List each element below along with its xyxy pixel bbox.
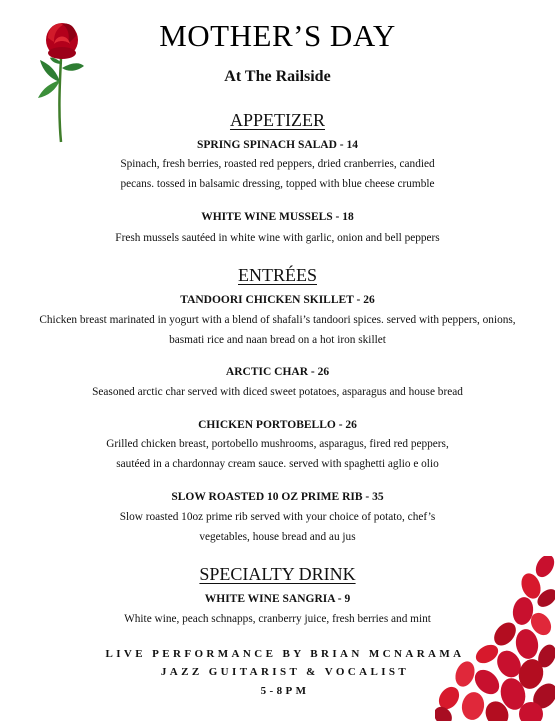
menu-item-description: Spinach, fresh berries, roasted red peppers, dried cranberries, candied pecans. tossed in balsamic dressing, topped with blue cheese crumble <box>120 158 435 190</box>
menu-item-description: White wine, peach schnapps, cranberry juice, fresh berries and mint <box>124 613 431 625</box>
menu-item-name: TANDOORI CHICKEN SKILLET - 26 <box>180 294 375 306</box>
performer-description: JAZZ GUITARIST & VOCALIST <box>160 666 410 678</box>
entrees-heading: ENTRÉES <box>238 265 317 285</box>
menu-item-name: SLOW ROASTED 10 OZ PRIME RIB - 35 <box>171 491 384 503</box>
menu-item-description: Grilled chicken breast, portobello mushrooms, asparagus, fired red peppers, sautéed in a chardonnay cream sauce. served with spaghetti aglio e olio <box>106 438 449 470</box>
performance-time: 5-8PM <box>260 685 310 697</box>
menu-item-name: CHICKEN PORTOBELLO - 26 <box>198 419 357 431</box>
rose-petals-icon <box>435 556 555 721</box>
menu-item-name: ARCTIC CHAR - 26 <box>225 366 330 378</box>
menu-item-name: WHITE WINE SANGRIA - 9 <box>204 593 351 605</box>
venue-subtitle: At The Railside <box>224 68 331 85</box>
specialty-drink-heading: SPECIALTY DRINK <box>199 564 356 584</box>
menu-item-description: Slow roasted 10oz prime rib served with your choice of potato, chef’s vegetables, house bread and au jus <box>119 511 436 543</box>
appetizer-heading: APPETIZER <box>229 110 325 130</box>
menu-item-description: Seasoned arctic char served with diced sweet potatoes, asparagus and house bread <box>92 386 463 398</box>
menu-item-name: WHITE WINE MUSSELS - 18 <box>201 211 354 223</box>
page-title: MOTHER’S DAY <box>159 18 396 53</box>
menu-item-name: SPRING SPINACH SALAD - 14 <box>196 139 359 151</box>
menu-item-description: Chicken breast marinated in yogurt with a blend of shafali’s tandoori spices. served with peppers, onions, basmati rice and naan bread on a hot iron skillet <box>39 314 516 346</box>
menu-item-description: Fresh mussels sautéed in white wine with garlic, onion and bell peppers <box>115 232 440 244</box>
performance-line: LIVE PERFORMANCE BY BRIAN MCNARAMA <box>105 648 465 660</box>
